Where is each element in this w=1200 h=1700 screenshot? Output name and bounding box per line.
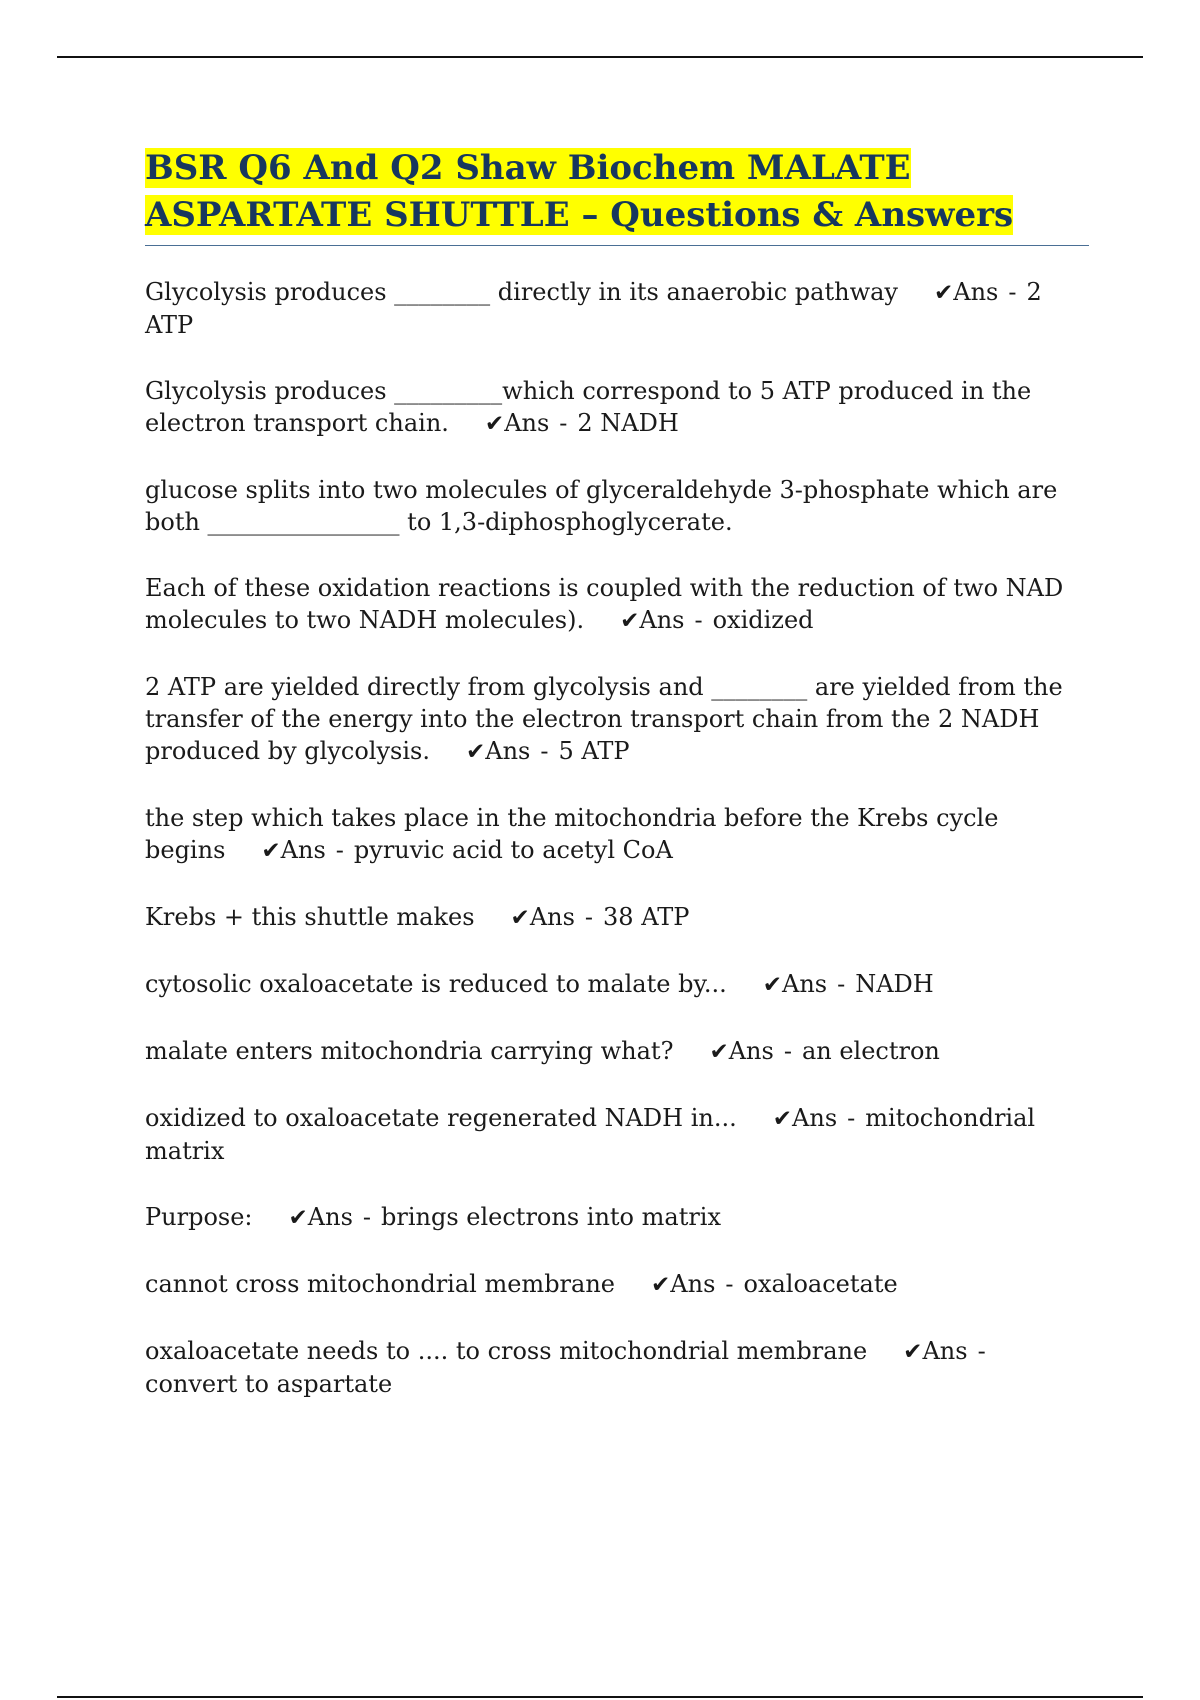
document-title-text: BSR Q6 And Q2 Shaw Biochem MALATE ASPARTATE SHUTTLE – Questions & Answers [145,148,1014,235]
answer-separator: - [725,1270,734,1298]
answer-text: brings electrons into matrix [381,1203,722,1231]
answer-prefix: Ans [639,606,685,634]
answer-marker [773,1104,866,1132]
qa-item [145,1201,1089,1234]
answer-marker [261,836,354,864]
footer-rule [57,1696,1143,1698]
answer-marker [651,1270,744,1298]
answer-text: 2 NADH [577,409,679,437]
question-text: Glycolysis produces ________ directly in its anaerobic pathway [145,278,898,306]
check-mark-icon: ✔ [620,608,640,634]
question-text: cytosolic oxaloacetate is reduced to malate by... [145,970,727,998]
question-text: malate enters mitochondria carrying what? [145,1037,674,1065]
page-content [145,145,1089,1434]
document-title [145,145,1089,239]
answer-separator: - [1008,278,1017,306]
answer-text: oxidized [712,606,814,634]
check-mark-icon: ✔ [903,1339,923,1365]
qa-item [145,671,1089,768]
qa-item [145,375,1089,440]
answer-prefix: Ans [728,1037,774,1065]
check-mark-icon: ✔ [465,739,486,765]
answer-marker [903,1337,996,1365]
answer-prefix: Ans [504,409,550,437]
answer-prefix: Ans [792,1104,838,1132]
qa-item [145,901,1089,934]
answer-text: an electron [801,1037,940,1065]
check-mark-icon: ✔ [709,1039,729,1065]
qa-item [145,1035,1089,1068]
question-text: cannot cross mitochondrial membrane [145,1270,615,1298]
question-text: the step which takes place in the mitochondria before the Krebs cycle begins [145,804,999,864]
answer-separator: - [837,970,846,998]
header-rule [57,56,1143,58]
answer-separator: - [540,737,549,765]
qa-item [145,1102,1089,1167]
qa-item [145,1268,1089,1301]
answer-prefix: Ans [485,737,531,765]
answer-separator: - [335,836,344,864]
answer-prefix: Ans [307,1203,353,1231]
answer-separator: - [362,1203,371,1231]
answer-text: convert to aspartate [145,1370,393,1398]
qa-list [145,276,1089,1400]
check-mark-icon: ✔ [933,280,954,306]
answer-marker [485,409,578,437]
qa-item [145,802,1089,867]
title-block [145,145,1089,246]
answer-marker [511,903,604,931]
qa-item [145,572,1089,637]
qa-item [145,276,1089,341]
answer-separator: - [783,1037,792,1065]
answer-prefix: Ans [782,970,828,998]
answer-marker [466,737,559,765]
check-mark-icon: ✔ [772,1106,793,1132]
question-text: glucose splits into two molecules of glyceraldehyde 3-phosphate which are both ________________ to 1,3-diphosphoglycerate. [145,476,1058,536]
answer-separator: - [694,606,703,634]
check-mark-icon: ✔ [651,1272,671,1298]
qa-item [145,474,1089,538]
answer-prefix: Ans [922,1337,968,1365]
answer-marker [620,606,713,634]
answer-text: NADH [855,970,934,998]
answer-marker [934,278,1027,306]
answer-text: 2 ATP [145,278,1042,339]
question-text: Glycolysis produces _________which correspond to 5 ATP produced in the electron transport chain. [145,377,1032,437]
question-text: Krebs + this shuttle makes [145,903,475,931]
answer-text: oxaloacetate [743,1270,898,1298]
answer-prefix: Ans [670,1270,716,1298]
qa-item [145,968,1089,1001]
answer-marker [763,970,856,998]
check-mark-icon: ✔ [288,1205,308,1231]
answer-text: mitochondrial matrix [145,1104,1036,1165]
answer-text: 38 ATP [603,903,690,931]
answer-prefix: Ans [953,278,999,306]
check-mark-icon: ✔ [510,905,530,931]
question-text: Each of these oxidation reactions is coupled with the reduction of two NAD molecules to two NADH molecules). [145,574,1064,634]
answer-separator: - [584,903,594,931]
qa-item [145,1335,1089,1400]
answer-marker [709,1037,802,1065]
answer-separator: - [559,409,568,437]
check-mark-icon: ✔ [261,838,281,864]
answer-marker [289,1203,382,1231]
answer-prefix: Ans [529,903,575,931]
question-text: oxidized to oxaloacetate regenerated NADH in... [145,1104,737,1132]
answer-separator: - [977,1337,986,1365]
question-text: 2 ATP are yielded directly from glycolysis and ________ are yielded from the transfer of the energy into the electron transport chain from the 2 NADH produced by glycolysis. [145,673,1063,765]
answer-separator: - [847,1104,856,1132]
question-text: Purpose: [145,1203,253,1231]
check-mark-icon: ✔ [762,972,782,998]
answer-text: 5 ATP [558,737,630,765]
check-mark-icon: ✔ [484,411,505,437]
answer-prefix: Ans [280,836,326,864]
question-text: oxaloacetate needs to .... to cross mitochondrial membrane [145,1337,868,1365]
answer-text: pyruvic acid to acetyl CoA [353,836,673,864]
